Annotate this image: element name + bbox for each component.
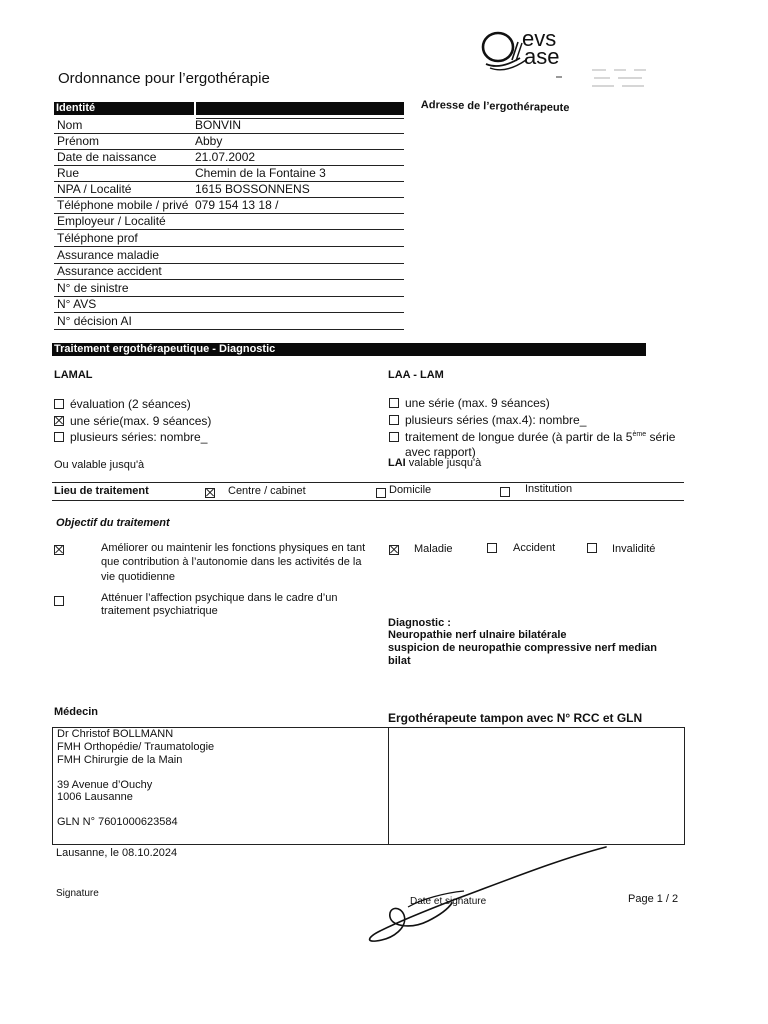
page-number: Page 1 / 2 bbox=[628, 893, 679, 905]
page-title: Ordonnance pour l’ergothérapie bbox=[58, 70, 270, 87]
identity-label: Téléphone mobile / privé bbox=[57, 198, 189, 212]
identity-label: N° AVS bbox=[57, 297, 97, 311]
logo-text-evs: evs bbox=[522, 26, 557, 51]
lai-prefix: LAI bbox=[388, 457, 406, 469]
divider bbox=[54, 279, 404, 280]
location-option-label: Centre / cabinet bbox=[228, 485, 306, 497]
divider bbox=[54, 133, 404, 134]
checkbox-checked[interactable] bbox=[389, 545, 399, 555]
identity-label: Téléphone prof bbox=[57, 231, 138, 245]
doctor-line: 39 Avenue d’Ouchy bbox=[57, 779, 153, 791]
therapist-title: Ergothérapeute tampon avec N° RCC et GLN bbox=[388, 711, 643, 725]
checkbox[interactable] bbox=[487, 543, 497, 553]
divider bbox=[54, 312, 404, 313]
diagnostic-line: suspicion de neuropathie compressive nerf median bbox=[388, 642, 657, 654]
identity-label: N° de sinistre bbox=[57, 281, 129, 295]
diagnostic-title: Diagnostic : bbox=[388, 617, 451, 629]
identity-label: Prénom bbox=[57, 134, 100, 148]
divider bbox=[54, 229, 404, 230]
identity-label: Rue bbox=[57, 166, 80, 180]
divider bbox=[54, 329, 404, 330]
treatment-header-bar bbox=[52, 343, 646, 356]
checkbox[interactable] bbox=[389, 398, 399, 408]
identity-value: 21.07.2002 bbox=[195, 150, 256, 164]
checkbox[interactable] bbox=[500, 487, 510, 497]
laa-option-text-end: série bbox=[646, 430, 676, 444]
identity-label: N° décision AI bbox=[57, 314, 132, 328]
logo-text-ase: ase bbox=[524, 44, 560, 69]
handwritten-signature bbox=[360, 845, 620, 945]
identity-label: Nom bbox=[57, 118, 83, 132]
doctor-line: Dr Christof BOLLMANN bbox=[57, 728, 174, 740]
checkbox[interactable] bbox=[54, 596, 64, 606]
objective-item-line: que contribution à l’autonomie dans les activités de la bbox=[101, 556, 362, 568]
checkbox[interactable] bbox=[587, 543, 597, 553]
divider bbox=[54, 246, 404, 247]
identity-value: 1615 BOSSONNENS bbox=[195, 182, 310, 196]
checkbox-checked[interactable] bbox=[205, 488, 215, 498]
location-title: Lieu de traitement bbox=[54, 485, 149, 497]
logo bbox=[476, 28, 586, 74]
cause-option-label: Maladie bbox=[414, 543, 453, 555]
signature-label: Signature bbox=[56, 888, 99, 899]
laa-option-label bbox=[405, 430, 675, 444]
checkbox[interactable] bbox=[54, 399, 64, 409]
identity-header: Identité bbox=[56, 102, 96, 114]
divider bbox=[52, 500, 684, 501]
identity-label: Employeur / Localité bbox=[57, 214, 166, 228]
identity-label: Date de naissance bbox=[57, 150, 157, 164]
identity-value: Abby bbox=[195, 134, 223, 148]
treatment-header: Traitement ergothérapeutique - Diagnostic bbox=[54, 343, 276, 355]
address-header: Adresse de l’ergothérapeute bbox=[420, 99, 570, 115]
date-signature-label: Date et signature bbox=[410, 896, 487, 907]
divider bbox=[54, 296, 404, 297]
identity-label: Assurance maladie bbox=[57, 248, 160, 262]
laa-option-sup: ème bbox=[632, 431, 647, 438]
lamal-valid-until: Ou valable jusqu'à bbox=[54, 459, 145, 471]
laa-option-label: plusieurs séries (max.4): nombre_ bbox=[405, 413, 587, 427]
objective-item-line: Atténuer l’affection psychique dans le cadre d’un bbox=[101, 592, 338, 604]
identity-label: Assurance accident bbox=[57, 264, 162, 278]
checkbox[interactable] bbox=[389, 432, 399, 442]
objective-title: Objectif du traitement bbox=[56, 517, 170, 529]
logo-faint-address bbox=[592, 66, 648, 92]
lamal-option-label: une série(max. 9 séances) bbox=[70, 414, 212, 428]
lai-text: valable jusqu'à bbox=[408, 457, 482, 469]
diagnostic-line: bilat bbox=[388, 655, 411, 667]
laa-title: LAA - LAM bbox=[388, 369, 444, 381]
identity-value: Chemin de la Fontaine 3 bbox=[195, 166, 326, 180]
checkbox-checked[interactable] bbox=[54, 545, 64, 555]
divider bbox=[52, 482, 684, 483]
doctor-line: FMH Chirurgie de la Main bbox=[57, 754, 183, 766]
laa-option-label: une série (max. 9 séances) bbox=[405, 396, 550, 410]
cause-option-label: Accident bbox=[513, 542, 556, 554]
place-date: Lausanne, le 08.10.2024 bbox=[56, 847, 178, 859]
location-option-label: Domicile bbox=[389, 484, 432, 496]
identity-value: BONVIN bbox=[195, 118, 242, 132]
laa-option-text: traitement de longue durée (à partir de la 5 bbox=[405, 430, 633, 444]
identity-value: 079 154 13 18 / bbox=[195, 198, 279, 212]
lamal-option-label: évaluation (2 séances) bbox=[70, 397, 191, 411]
box-divider bbox=[388, 727, 389, 845]
lamal-option-label: plusieurs séries: nombre_ bbox=[70, 430, 208, 444]
lai-line bbox=[388, 457, 481, 469]
objective-item-line: traitement psychiatrique bbox=[101, 605, 218, 617]
objective-item-line: vie quotidienne bbox=[101, 571, 176, 583]
identity-header-bar-right bbox=[196, 102, 404, 115]
checkbox-checked[interactable] bbox=[54, 416, 64, 426]
checkbox[interactable] bbox=[389, 415, 399, 425]
cause-option-label: Invalidité bbox=[612, 543, 656, 555]
lamal-title: LAMAL bbox=[54, 369, 93, 381]
objective-item-line: Améliorer ou maintenir les fonctions physiques en tant bbox=[101, 542, 366, 554]
doctor-line: 1006 Lausanne bbox=[57, 791, 133, 803]
doctor-line: FMH Orthopédie/ Traumatologie bbox=[57, 741, 215, 753]
location-option-label: Institution bbox=[525, 483, 573, 495]
checkbox[interactable] bbox=[376, 488, 386, 498]
logo-faint-dash bbox=[556, 76, 562, 78]
identity-label: NPA / Localité bbox=[57, 182, 132, 196]
doctor-title: Médecin bbox=[54, 706, 99, 718]
diagnostic-line: Neuropathie nerf ulnaire bilatérale bbox=[388, 629, 567, 641]
laa-option-label-line2: avec rapport) bbox=[405, 445, 476, 459]
doctor-line: GLN N° 7601000623584 bbox=[57, 816, 178, 828]
checkbox[interactable] bbox=[54, 432, 64, 442]
identity-header-bar bbox=[54, 102, 194, 115]
